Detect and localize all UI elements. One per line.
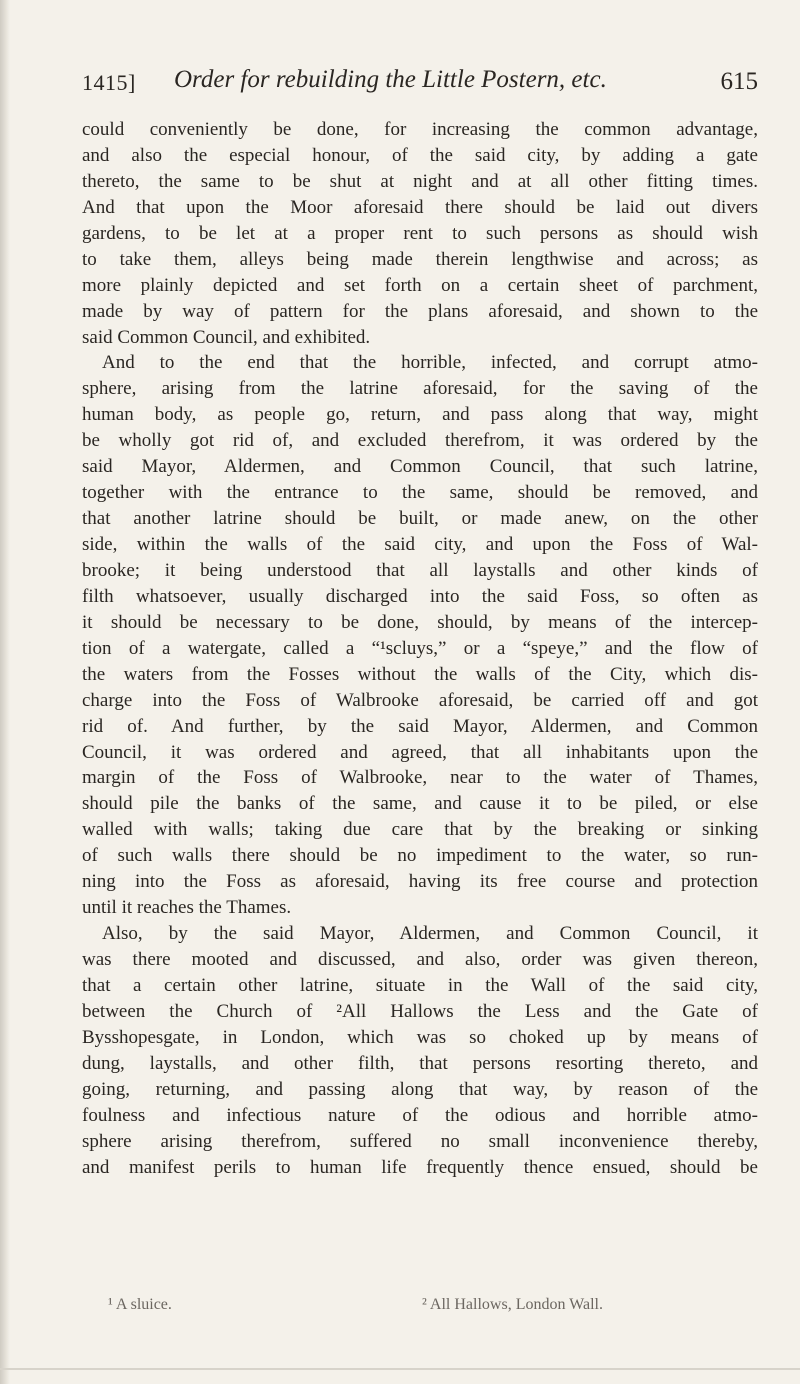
text-line: going, returning, and passing along that way, by reason of the xyxy=(82,1078,758,1100)
page-number: 615 xyxy=(720,68,758,95)
text-line: Bysshopesgate, in London, which was so choked up by means of xyxy=(82,1026,758,1048)
text-line: together with the entrance to the same, should be removed, and xyxy=(82,482,758,504)
text-line: gardens, to be let at a proper rent to such persons as should wish xyxy=(82,222,758,244)
footnote-1: ¹ A sluice. xyxy=(108,1296,172,1313)
text-line: thereto, the same to be shut at night and at all other fitting times. xyxy=(82,170,758,192)
text-line: to take them, alleys being made therein lengthwise and across; as xyxy=(82,248,758,270)
text-line: brooke; it being understood that all laystalls and other kinds of xyxy=(82,559,758,581)
text-line: Also, by the said Mayor, Aldermen, and Common Council, it xyxy=(102,923,758,945)
text-line: more plainly depicted and set forth on a certain sheet of parchment, xyxy=(82,274,758,296)
text-line: ning into the Foss as aforesaid, having its free course and protection xyxy=(82,871,758,893)
running-header xyxy=(82,66,758,110)
text-line: that another latrine should be built, or made anew, on the other xyxy=(82,508,758,530)
text-line: and manifest perils to human life frequently thence ensued, should be xyxy=(82,1156,758,1178)
text-line: made by way of pattern for the plans aforesaid, and shown to the xyxy=(82,300,758,322)
text-line: sphere arising therefrom, suffered no small inconvenience thereby, xyxy=(82,1130,758,1152)
text-line: be wholly got rid of, and excluded therefrom, it was ordered by the xyxy=(82,430,758,452)
text-line: between the Church of ²All Hallows the Less and the Gate of xyxy=(82,1000,758,1022)
text-line: could conveniently be done, for increasing the common advantage, xyxy=(82,119,758,140)
text-line: sphere, arising from the latrine aforesaid, for the saving of the xyxy=(82,378,758,400)
body-text xyxy=(82,117,758,1180)
footnote-2: ² All Hallows, London Wall. xyxy=(422,1296,603,1313)
text-line: rid of. And further, by the said Mayor, Aldermen, and Common xyxy=(82,715,758,737)
text-line: foulness and infectious nature of the odious and horrible atmo- xyxy=(82,1104,758,1126)
header-year: 1415] xyxy=(82,70,136,95)
text-line: the waters from the Fosses without the walls of the City, which dis- xyxy=(82,663,758,685)
text-line: tion of a watergate, called a “¹scluys,” or a “speye,” and the flow of xyxy=(82,637,758,659)
text-line: that a certain other latrine, situate in the Wall of the said city, xyxy=(82,974,758,996)
text-line: of such walls there should be no impediment to the water, so run- xyxy=(82,845,758,867)
text-line: Council, it was ordered and agreed, that all inhabitants upon the xyxy=(82,741,758,763)
paragraph xyxy=(82,117,758,350)
text-line: And that upon the Moor aforesaid there should be laid out divers xyxy=(82,196,758,218)
text-line: should pile the banks of the same, and cause it to be piled, or else xyxy=(82,793,758,815)
text-line: it should be necessary to be done, should, by means of the intercep- xyxy=(82,611,758,633)
paragraph xyxy=(82,921,758,1180)
text-line: side, within the walls of the said city, and upon the Foss of Wal- xyxy=(82,534,758,555)
header-title: Order for rebuilding the Little Postern, etc. xyxy=(174,66,607,93)
text-line: said Mayor, Aldermen, and Common Council, that such latrine, xyxy=(82,456,758,478)
text-line: and also the especial honour, of the said city, by adding a gate xyxy=(82,144,758,166)
text-line: filth whatsoever, usually discharged into the said Foss, so often as xyxy=(82,585,758,607)
bottom-edge-rule xyxy=(0,1368,800,1370)
text-line: until it reaches the Thames. xyxy=(82,897,292,919)
text-line: dung, laystalls, and other filth, that persons resorting thereto, and xyxy=(82,1052,758,1074)
text-line: And to the end that the horrible, infected, and corrupt atmo- xyxy=(102,352,758,374)
text-line: said Common Council, and exhibited. xyxy=(82,326,371,348)
paragraph xyxy=(82,350,758,921)
page-gutter-shadow xyxy=(0,0,10,1384)
text-line: human body, as people go, return, and pass along that way, might xyxy=(82,404,758,426)
text-line: walled with walls; taking due care that by the breaking or sinking xyxy=(82,819,758,841)
text-line: was there mooted and discussed, and also, order was given thereon, xyxy=(82,949,758,970)
text-line: charge into the Foss of Walbrooke aforesaid, be carried off and got xyxy=(82,689,758,711)
text-line: margin of the Foss of Walbrooke, near to the water of Thames, xyxy=(82,767,758,789)
